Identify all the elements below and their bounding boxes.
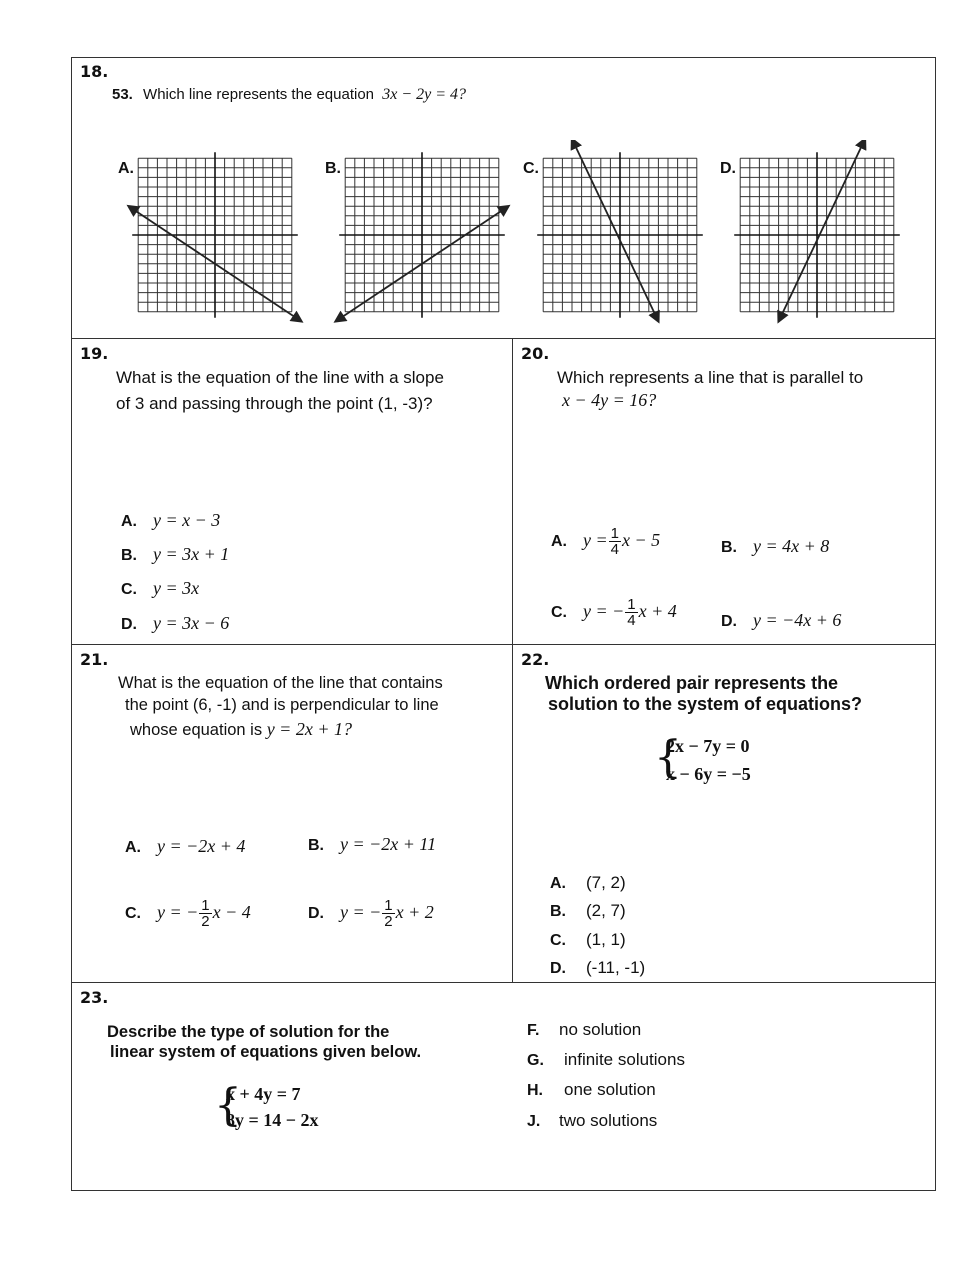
numerator: 1: [610, 525, 619, 542]
option-expr: y = x − 3: [153, 510, 221, 530]
q21-option-c[interactable]: [125, 898, 251, 929]
question-21-line-3: [130, 717, 352, 742]
option-expr: y = −2x + 4: [157, 836, 246, 856]
option-value: two solutions: [559, 1111, 658, 1130]
question-20-line-2: x − 4y = 16?: [562, 390, 657, 410]
question-number-22: 22.: [521, 650, 550, 669]
q23-option-j[interactable]: [527, 1111, 657, 1131]
option-expr: y = 3x + 1: [153, 544, 230, 564]
column-divider: [512, 338, 513, 982]
option-value: one solution: [564, 1080, 656, 1099]
option-value: (7, 2): [586, 873, 626, 892]
option-expr: x − 5: [621, 529, 661, 550]
graph-label-b: B.: [325, 160, 341, 177]
system-of-equations: [214, 1082, 344, 1136]
option-letter: A.: [121, 513, 137, 530]
row-divider: [71, 644, 936, 645]
option-letter: G.: [527, 1052, 544, 1069]
option-letter: D.: [550, 960, 566, 977]
row-divider: [71, 982, 936, 983]
option-letter: A.: [550, 875, 566, 892]
denominator: 2: [384, 913, 393, 930]
equation-2: x − 6y = −5: [666, 764, 751, 784]
option-expr: y = −2x + 11: [340, 834, 437, 854]
q19-option-a[interactable]: [121, 510, 220, 531]
brace-icon: {: [214, 1080, 242, 1131]
option-expr: y = −: [340, 901, 382, 922]
option-letter: D.: [721, 613, 737, 630]
graphed-line: [779, 140, 865, 321]
numerator: 1: [627, 596, 636, 613]
equation-1: x + 4y = 7: [226, 1084, 301, 1104]
option-expr: y =: [583, 529, 608, 550]
q20-option-c[interactable]: [551, 597, 677, 628]
question-20-line-1: Which represents a line that is parallel to: [557, 368, 864, 387]
coordinate-grid-d: [720, 140, 910, 330]
question-23-line-2: linear system of equations given below.: [110, 1043, 422, 1061]
q23-option-h[interactable]: [527, 1080, 656, 1100]
question-number-20: 20.: [521, 344, 550, 363]
q21-option-b[interactable]: [308, 834, 436, 855]
denominator: 4: [610, 541, 619, 558]
option-letter: B.: [721, 539, 737, 556]
prompt-text: Which line represents the equation: [143, 86, 375, 103]
q20-option-a[interactable]: [551, 526, 660, 557]
option-letter: D.: [121, 616, 137, 633]
equation: y = 2x + 1?: [266, 719, 352, 739]
q22-option-a[interactable]: [550, 873, 626, 893]
option-letter: B.: [121, 547, 137, 564]
q22-option-d[interactable]: [550, 958, 645, 978]
numerator: 1: [201, 897, 210, 914]
option-letter: A.: [125, 839, 141, 856]
q23-option-f[interactable]: [527, 1020, 641, 1040]
coordinate-grid-c: [523, 140, 713, 330]
q22-option-b[interactable]: [550, 901, 626, 921]
option-value: (1, 1): [586, 930, 626, 949]
option-letter: H.: [527, 1082, 543, 1099]
question-number-23: 23.: [80, 988, 109, 1007]
coordinate-grid-b: [325, 140, 515, 330]
question-number-18: 18.: [80, 62, 109, 81]
question-22-line-2: solution to the system of equations?: [548, 694, 863, 714]
option-expr: y = 3x − 6: [153, 613, 230, 633]
fraction: [199, 898, 211, 929]
q20-option-d[interactable]: [721, 610, 841, 631]
option-value: no solution: [559, 1020, 642, 1039]
line-text: whose equation is: [130, 721, 263, 739]
option-letter: J.: [527, 1113, 541, 1130]
question-18-prompt: [112, 86, 466, 104]
system-of-equations: [654, 734, 784, 788]
equation-2: 8y = 14 − 2x: [226, 1110, 319, 1130]
fraction: [609, 526, 621, 557]
option-expr: y = 3x: [153, 578, 200, 598]
q22-option-c[interactable]: [550, 930, 626, 950]
option-letter: F.: [527, 1022, 540, 1039]
q19-option-c[interactable]: [121, 578, 199, 599]
option-letter: B.: [550, 903, 566, 920]
q21-option-a[interactable]: [125, 836, 245, 857]
q20-option-b[interactable]: [721, 536, 829, 557]
fraction: [382, 898, 394, 929]
question-19-line-1: What is the equation of the line with a slope: [116, 368, 444, 387]
equation-1: 2x − 7y = 0: [666, 736, 750, 756]
coordinate-grid-a: [118, 140, 308, 330]
row-divider: [71, 338, 936, 339]
question-23-line-1: Describe the type of solution for the: [107, 1023, 390, 1041]
option-letter: C.: [551, 603, 567, 621]
option-letter: B.: [308, 837, 324, 854]
q19-option-d[interactable]: [121, 613, 229, 634]
question-21-line-1: What is the equation of the line that contains: [118, 674, 443, 692]
option-expr: y = 4x + 8: [753, 536, 830, 556]
question-22-line-1: Which ordered pair represents the: [545, 673, 839, 693]
option-letter: C.: [121, 581, 137, 598]
question-number-19: 19.: [80, 344, 109, 363]
numerator: 1: [384, 897, 393, 914]
option-letter: D.: [308, 904, 324, 922]
question-19-line-2: of 3 and passing through the point (1, -3)?: [116, 394, 433, 413]
option-expr: x − 4: [212, 901, 251, 922]
option-expr: x + 4: [638, 600, 677, 621]
option-expr: y = −: [157, 901, 199, 922]
option-letter: A.: [551, 532, 567, 550]
question-number-21: 21.: [80, 650, 109, 669]
graphed-line: [572, 140, 658, 321]
option-value: infinite solutions: [564, 1050, 685, 1069]
graph-label-d: D.: [720, 160, 736, 177]
option-letter: C.: [125, 904, 141, 922]
option-value: (-11, -1): [586, 958, 646, 977]
brace-icon: {: [654, 732, 682, 783]
option-letter: C.: [550, 932, 566, 949]
fraction: [625, 597, 637, 628]
denominator: 2: [201, 913, 210, 930]
equation: 3x − 2y = 4?: [382, 86, 466, 103]
q23-option-g[interactable]: [527, 1050, 685, 1070]
denominator: 4: [627, 612, 636, 629]
graph-label-c: C.: [523, 160, 539, 177]
q21-option-d[interactable]: [308, 898, 434, 929]
option-expr: y = −4x + 6: [753, 610, 842, 630]
option-value: (2, 7): [586, 901, 626, 920]
option-expr: x + 2: [395, 901, 434, 922]
option-expr: y = −: [583, 600, 625, 621]
question-21-line-2: the point (6, -1) and is perpendicular to line: [125, 696, 439, 714]
sub-number: 53.: [112, 86, 133, 103]
q19-option-b[interactable]: [121, 544, 229, 565]
graph-label-a: A.: [118, 160, 134, 177]
